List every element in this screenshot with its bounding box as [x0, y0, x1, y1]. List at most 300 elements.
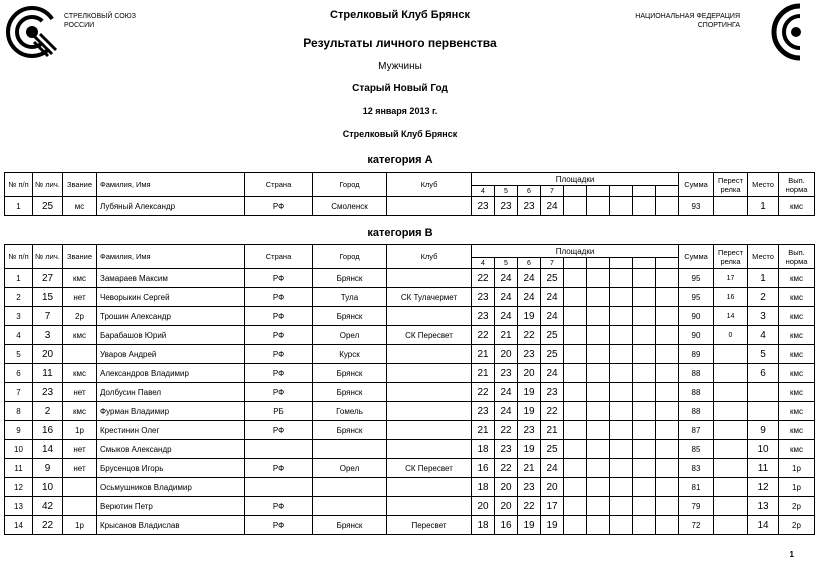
- cell-area-score: [587, 269, 610, 288]
- cell-norm: кмс: [779, 269, 815, 288]
- cell-place: [748, 383, 779, 402]
- cell-shootoff: [714, 197, 748, 216]
- cell-area-score: 24: [518, 288, 541, 307]
- cell-area-score: [610, 197, 633, 216]
- col-num: № п/п: [5, 245, 33, 269]
- cell-area-score: 21: [472, 364, 495, 383]
- cell-area-score: [587, 421, 610, 440]
- cell-club: [387, 364, 472, 383]
- cell-country: РФ: [245, 197, 313, 216]
- cell-num: 9: [5, 421, 33, 440]
- event-venue: Стрелковый Клуб Брянск: [342, 129, 458, 139]
- cell-city: Брянск: [313, 516, 387, 535]
- cell-area-score: [610, 516, 633, 535]
- cell-name: Замараев Максим: [97, 269, 245, 288]
- table-row: [5, 326, 815, 345]
- cell-area-score: [633, 421, 656, 440]
- cell-license: 10: [33, 478, 63, 497]
- cell-city: Гомель: [313, 402, 387, 421]
- cell-area-score: [656, 421, 679, 440]
- table-row: [5, 383, 815, 402]
- cell-city: Тула: [313, 288, 387, 307]
- cell-area-score: 22: [518, 497, 541, 516]
- cell-shootoff: [714, 478, 748, 497]
- cell-area-score: [564, 364, 587, 383]
- cell-area-score: [633, 383, 656, 402]
- cell-club: [387, 402, 472, 421]
- cell-country: РФ: [245, 269, 313, 288]
- cell-area-score: [564, 497, 587, 516]
- cell-club: [387, 307, 472, 326]
- col-club: Клуб: [387, 245, 472, 269]
- cell-place: 1: [748, 269, 779, 288]
- cell-place: 5: [748, 345, 779, 364]
- cell-rank: нет: [63, 288, 97, 307]
- cell-area-score: 25: [541, 345, 564, 364]
- cell-city: Брянск: [313, 421, 387, 440]
- cell-rank: 2р: [63, 307, 97, 326]
- cell-area-score: 22: [518, 326, 541, 345]
- cell-name: Осьмушников Владимир: [97, 478, 245, 497]
- cell-name: Уваров Андрей: [97, 345, 245, 364]
- page-number: 1: [789, 550, 794, 559]
- cell-area-score: [656, 402, 679, 421]
- event-name: Старый Новый Год: [352, 83, 448, 94]
- cell-num: 13: [5, 497, 33, 516]
- cell-country: РФ: [245, 383, 313, 402]
- cell-area-score: 21: [472, 345, 495, 364]
- cell-area-score: 24: [495, 402, 518, 421]
- cell-place: 3: [748, 307, 779, 326]
- col-area-7: 7: [541, 186, 564, 197]
- table-row: [5, 364, 815, 383]
- cell-area-score: 24: [541, 288, 564, 307]
- cell-license: 3: [33, 326, 63, 345]
- cell-license: 23: [33, 383, 63, 402]
- cell-area-score: 24: [518, 269, 541, 288]
- cell-area-score: [656, 197, 679, 216]
- col-shootoff: Перест релка: [714, 245, 748, 269]
- cell-area-score: 22: [541, 402, 564, 421]
- cell-city: Брянск: [313, 269, 387, 288]
- cell-area-score: [587, 364, 610, 383]
- cell-place: 10: [748, 440, 779, 459]
- col-areas: Площадки: [472, 173, 679, 186]
- table-row: [5, 288, 815, 307]
- cell-license: 11: [33, 364, 63, 383]
- cell-license: 14: [33, 440, 63, 459]
- cell-area-score: 23: [518, 345, 541, 364]
- table-row: [5, 440, 815, 459]
- cell-area-score: 19: [518, 402, 541, 421]
- cell-area-score: [633, 326, 656, 345]
- cell-city: Брянск: [313, 383, 387, 402]
- cell-norm: 2р: [779, 497, 815, 516]
- cell-country: РФ: [245, 345, 313, 364]
- cell-num: 2: [5, 288, 33, 307]
- cell-sum: 93: [679, 197, 714, 216]
- cell-club: [387, 383, 472, 402]
- col-place: Место: [748, 245, 779, 269]
- table-row: [5, 478, 815, 497]
- cell-area-score: [656, 478, 679, 497]
- cell-area-score: 21: [518, 459, 541, 478]
- col-club: Клуб: [387, 173, 472, 197]
- cell-area-score: [610, 440, 633, 459]
- cell-area-score: [633, 459, 656, 478]
- cell-club: [387, 269, 472, 288]
- cell-area-score: 20: [495, 497, 518, 516]
- cell-city: Орел: [313, 326, 387, 345]
- cell-area-score: [564, 516, 587, 535]
- cell-num: 1: [5, 269, 33, 288]
- cell-country: РФ: [245, 459, 313, 478]
- cell-num: 3: [5, 307, 33, 326]
- cell-city: [313, 478, 387, 497]
- cell-license: 16: [33, 421, 63, 440]
- cell-name: Крестинин Олег: [97, 421, 245, 440]
- cell-city: Курск: [313, 345, 387, 364]
- cell-area-score: [587, 516, 610, 535]
- cell-club: [387, 497, 472, 516]
- col-place: Место: [748, 173, 779, 197]
- table-row: [5, 197, 815, 216]
- table-row: [5, 269, 815, 288]
- col-license: № лич.: [33, 173, 63, 197]
- cell-area-score: [587, 288, 610, 307]
- cell-norm: 1р: [779, 459, 815, 478]
- cell-shootoff: [714, 364, 748, 383]
- cell-area-score: [633, 478, 656, 497]
- cell-area-score: [587, 440, 610, 459]
- cell-country: РФ: [245, 497, 313, 516]
- category-a-title: категория А: [367, 154, 433, 166]
- cell-country: [245, 478, 313, 497]
- cell-club: СК Пересвет: [387, 326, 472, 345]
- cell-place: 13: [748, 497, 779, 516]
- cell-norm: 1р: [779, 478, 815, 497]
- cell-shootoff: [714, 459, 748, 478]
- col-name: Фамилия, Имя: [97, 173, 245, 197]
- cell-num: 7: [5, 383, 33, 402]
- table-row: [5, 459, 815, 478]
- table-row: [5, 497, 815, 516]
- col-sum: Сумма: [679, 173, 714, 197]
- cell-area-score: [587, 383, 610, 402]
- cell-rank: нет: [63, 383, 97, 402]
- cell-area-score: 21: [541, 421, 564, 440]
- col-num: № п/п: [5, 173, 33, 197]
- cell-area-score: [564, 402, 587, 421]
- cell-area-score: 18: [472, 440, 495, 459]
- cell-area-score: 25: [541, 326, 564, 345]
- event-date: 12 января 2013 г.: [362, 106, 438, 116]
- cell-norm: 2р: [779, 516, 815, 535]
- cell-rank: [63, 345, 97, 364]
- cell-area-score: [564, 440, 587, 459]
- cell-license: 15: [33, 288, 63, 307]
- cell-shootoff: 17: [714, 269, 748, 288]
- cell-area-score: [564, 345, 587, 364]
- cell-place: [748, 402, 779, 421]
- cell-area-score: 16: [472, 459, 495, 478]
- category-b-title: категория В: [367, 227, 433, 239]
- cell-area-score: [610, 402, 633, 421]
- cell-sum: 88: [679, 364, 714, 383]
- cell-area-score: 19: [518, 307, 541, 326]
- cell-area-score: [587, 478, 610, 497]
- cell-area-score: [633, 516, 656, 535]
- col-name: Фамилия, Имя: [97, 245, 245, 269]
- cell-area-score: 23: [495, 440, 518, 459]
- cell-area-score: [587, 345, 610, 364]
- cell-area-score: 21: [472, 421, 495, 440]
- cell-area-score: [633, 307, 656, 326]
- cell-name: Долбусин Павел: [97, 383, 245, 402]
- cell-city: Орел: [313, 459, 387, 478]
- cell-sum: 87: [679, 421, 714, 440]
- cell-area-score: [656, 326, 679, 345]
- cell-num: 11: [5, 459, 33, 478]
- cell-area-score: 16: [495, 516, 518, 535]
- cell-shootoff: [714, 421, 748, 440]
- cell-area-score: 24: [541, 307, 564, 326]
- cell-country: РФ: [245, 307, 313, 326]
- cell-area-score: 23: [472, 197, 495, 216]
- cell-license: 42: [33, 497, 63, 516]
- cell-num: 12: [5, 478, 33, 497]
- document-title: Результаты личного первенства: [303, 36, 497, 50]
- cell-area-score: [656, 383, 679, 402]
- cell-area-score: 22: [495, 421, 518, 440]
- cell-area-score: [656, 345, 679, 364]
- cell-norm: кмс: [779, 421, 815, 440]
- cell-name: Брусенцов Игорь: [97, 459, 245, 478]
- col-shootoff: Перест релка: [714, 173, 748, 197]
- cell-rank: кмс: [63, 402, 97, 421]
- table-row: [5, 516, 815, 535]
- cell-city: [313, 440, 387, 459]
- cell-num: 8: [5, 402, 33, 421]
- cell-num: 4: [5, 326, 33, 345]
- cell-license: 9: [33, 459, 63, 478]
- cell-area-score: [564, 269, 587, 288]
- cell-shootoff: [714, 383, 748, 402]
- cell-name: Лубяный Александр: [97, 197, 245, 216]
- cell-place: 14: [748, 516, 779, 535]
- cell-name: Крысанов Владислав: [97, 516, 245, 535]
- cell-area-score: [564, 326, 587, 345]
- cell-area-score: [610, 326, 633, 345]
- cell-norm: кмс: [779, 288, 815, 307]
- cell-sum: 81: [679, 478, 714, 497]
- cell-sum: 72: [679, 516, 714, 535]
- cell-place: 1: [748, 197, 779, 216]
- cell-num: 5: [5, 345, 33, 364]
- cell-area-score: 21: [495, 326, 518, 345]
- cell-area-score: 19: [518, 440, 541, 459]
- table-row: [5, 421, 815, 440]
- cell-area-score: [656, 516, 679, 535]
- cell-rank: кмс: [63, 364, 97, 383]
- cell-sum: 83: [679, 459, 714, 478]
- cell-sum: 89: [679, 345, 714, 364]
- cell-norm: кмс: [779, 383, 815, 402]
- cell-shootoff: 16: [714, 288, 748, 307]
- cell-area-score: 22: [472, 326, 495, 345]
- cell-num: 14: [5, 516, 33, 535]
- cell-license: 20: [33, 345, 63, 364]
- cell-area-score: 25: [541, 269, 564, 288]
- cell-area-score: 24: [495, 383, 518, 402]
- cell-license: 2: [33, 402, 63, 421]
- results-table-category-b: [4, 244, 815, 535]
- cell-club: Пересвет: [387, 516, 472, 535]
- col-norm: Вып. норма: [779, 173, 815, 197]
- cell-shootoff: [714, 345, 748, 364]
- cell-area-score: 18: [472, 478, 495, 497]
- cell-sum: 95: [679, 269, 714, 288]
- cell-license: 27: [33, 269, 63, 288]
- cell-area-score: [656, 459, 679, 478]
- cell-norm: кмс: [779, 326, 815, 345]
- cell-rank: 1р: [63, 516, 97, 535]
- cell-area-score: [564, 307, 587, 326]
- table-row: [5, 307, 815, 326]
- col-license: № лич.: [33, 245, 63, 269]
- cell-area-score: 23: [495, 197, 518, 216]
- cell-area-score: 19: [541, 516, 564, 535]
- cell-area-score: [610, 288, 633, 307]
- cell-club: [387, 421, 472, 440]
- col-areas: Площадки: [472, 245, 679, 258]
- cell-norm: кмс: [779, 364, 815, 383]
- cell-name: Чеворыкин Сергей: [97, 288, 245, 307]
- cell-area-score: [656, 269, 679, 288]
- col-city: Город: [313, 173, 387, 197]
- cell-country: РФ: [245, 364, 313, 383]
- cell-club: [387, 197, 472, 216]
- cell-city: [313, 497, 387, 516]
- col-rank: Звание: [63, 245, 97, 269]
- cell-area-score: 20: [472, 497, 495, 516]
- cell-area-score: [633, 440, 656, 459]
- cell-area-score: [610, 383, 633, 402]
- cell-area-score: [610, 364, 633, 383]
- cell-area-score: 19: [518, 516, 541, 535]
- cell-area-score: [610, 269, 633, 288]
- col-area-4: 4: [472, 186, 495, 197]
- col-city: Город: [313, 245, 387, 269]
- cell-rank: мс: [63, 197, 97, 216]
- cell-area-score: [610, 421, 633, 440]
- cell-area-score: 19: [518, 383, 541, 402]
- cell-area-score: [633, 269, 656, 288]
- cell-norm: кмс: [779, 307, 815, 326]
- cell-country: РФ: [245, 421, 313, 440]
- cell-shootoff: [714, 516, 748, 535]
- cell-name: Смыков Александр: [97, 440, 245, 459]
- cell-shootoff: 14: [714, 307, 748, 326]
- cell-area-score: [633, 402, 656, 421]
- org-left-name: СТРЕЛКОВЫЙ СОЮЗ РОССИИ: [64, 13, 136, 29]
- cell-area-score: [633, 345, 656, 364]
- cell-area-score: 18: [472, 516, 495, 535]
- cell-rank: 1р: [63, 421, 97, 440]
- cell-license: 22: [33, 516, 63, 535]
- cell-norm: кмс: [779, 197, 815, 216]
- table-row: [5, 345, 815, 364]
- cell-license: 7: [33, 307, 63, 326]
- cell-club: [387, 345, 472, 364]
- cell-area-score: 20: [518, 364, 541, 383]
- cell-area-score: 23: [541, 383, 564, 402]
- table-row: [5, 402, 815, 421]
- cell-area-score: [610, 459, 633, 478]
- cell-num: 10: [5, 440, 33, 459]
- col-area-6: 6: [518, 186, 541, 197]
- cell-area-score: 23: [518, 197, 541, 216]
- cell-area-score: [610, 345, 633, 364]
- cell-shootoff: [714, 402, 748, 421]
- cell-name: Трошин Александр: [97, 307, 245, 326]
- cell-name: Верютин Петр: [97, 497, 245, 516]
- col-norm: Вып. норма: [779, 245, 815, 269]
- cell-area-score: 24: [495, 307, 518, 326]
- club-title: Стрелковый Клуб Брянск: [330, 9, 470, 21]
- cell-area-score: 24: [495, 269, 518, 288]
- cell-area-score: [633, 364, 656, 383]
- org-right-name: НАЦИОНАЛЬНАЯ ФЕДЕРАЦИЯ СПОРТИНГА: [635, 13, 740, 29]
- col-country: Страна: [245, 173, 313, 197]
- cell-area-score: 20: [495, 345, 518, 364]
- col-area-5: 5: [495, 258, 518, 269]
- cell-shootoff: 0: [714, 326, 748, 345]
- cell-area-score: 23: [472, 307, 495, 326]
- cell-area-score: 23: [518, 421, 541, 440]
- group-label: Мужчины: [378, 61, 422, 72]
- col-country: Страна: [245, 245, 313, 269]
- cell-country: РФ: [245, 288, 313, 307]
- cell-area-score: 25: [541, 440, 564, 459]
- col-area-7: 7: [541, 258, 564, 269]
- cell-area-score: [587, 326, 610, 345]
- cell-rank: кмс: [63, 269, 97, 288]
- cell-num: 1: [5, 197, 33, 216]
- cell-shootoff: [714, 440, 748, 459]
- cell-rank: нет: [63, 440, 97, 459]
- cell-shootoff: [714, 497, 748, 516]
- cell-area-score: [564, 421, 587, 440]
- cell-area-score: [564, 197, 587, 216]
- cell-city: Смоленск: [313, 197, 387, 216]
- cell-area-score: [633, 288, 656, 307]
- cell-area-score: [610, 478, 633, 497]
- cell-license: 25: [33, 197, 63, 216]
- cell-area-score: [564, 288, 587, 307]
- cell-place: 11: [748, 459, 779, 478]
- cell-norm: кмс: [779, 345, 815, 364]
- cell-area-score: [564, 459, 587, 478]
- cell-place: 4: [748, 326, 779, 345]
- cell-sum: 88: [679, 402, 714, 421]
- cell-place: 2: [748, 288, 779, 307]
- cell-area-score: 22: [472, 269, 495, 288]
- cell-city: Брянск: [313, 364, 387, 383]
- cell-area-score: 23: [472, 402, 495, 421]
- cell-area-score: 22: [495, 459, 518, 478]
- cell-area-score: [610, 307, 633, 326]
